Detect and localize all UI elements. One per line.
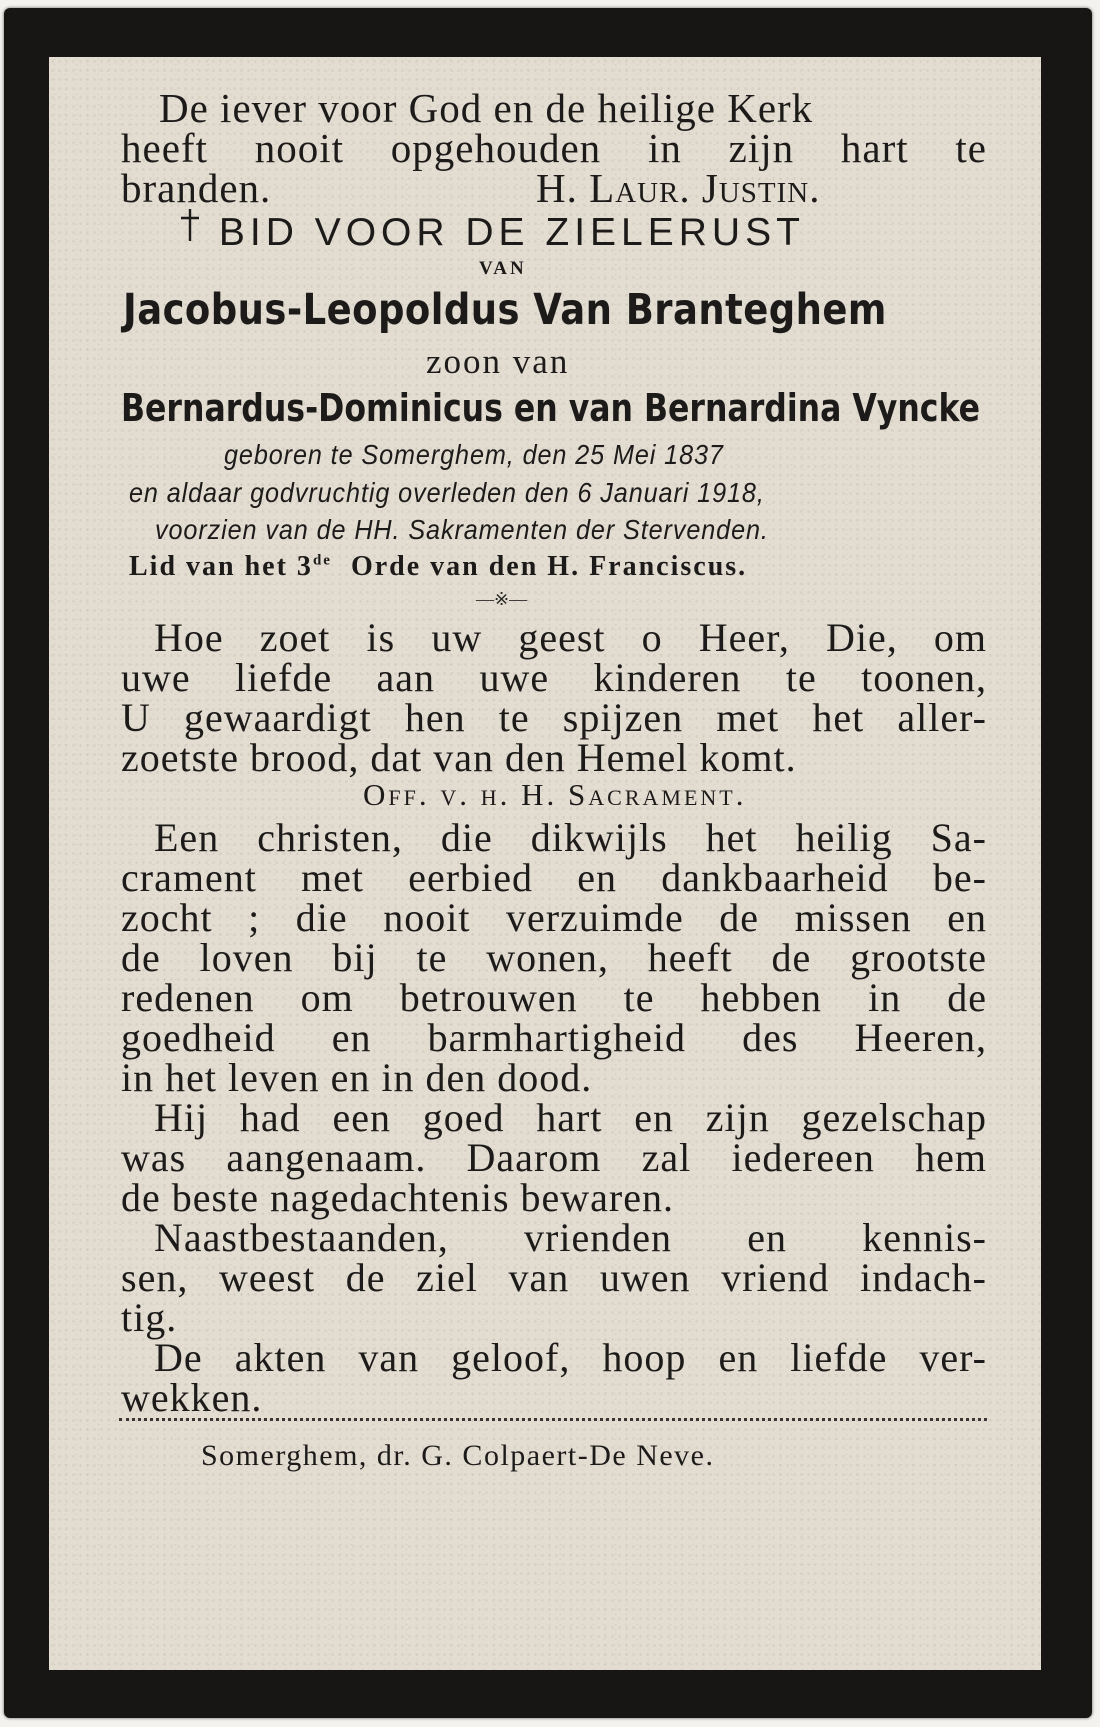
membership-line	[129, 551, 747, 583]
quote1-line-3: branden.	[121, 165, 272, 211]
relation-text: zoon van	[426, 342, 570, 381]
membership-prefix: Lid van het 3	[129, 551, 313, 582]
para4-line-2: wekken.	[121, 1375, 263, 1420]
para1-line-4: de loven bij te wonen, heeft de grootste	[121, 935, 987, 980]
para1-line-3: zocht ; die nooit verzuimde de missen en	[121, 895, 987, 940]
quote2-line-4: zoetste brood, dat van den Hemel komt.	[121, 735, 797, 780]
quote1-line-1: De iever voor God en de heilige Kerk	[159, 85, 814, 131]
prayer-text: BID VOOR DE ZIELERUST	[218, 211, 805, 254]
quote1-source: H. Laur. Justin.	[536, 165, 821, 211]
quote2-source: Off. v. h. H. Sacrament.	[363, 777, 747, 812]
deceased-name: Jacobus-Leopoldus Van Branteghem	[123, 285, 887, 335]
quote2-line-2: uwe liefde aan uwe kinderen te toonen,	[121, 655, 987, 700]
parents-names: Bernardus-Dominicus en van Bernardina Vyncke	[121, 386, 980, 430]
quote1-line-2: heeft nooit opgehouden in zijn hart te	[121, 125, 987, 171]
van-label: VAN	[479, 258, 527, 279]
para2-line-1: Hij had een goed hart en zijn gezelschap	[154, 1095, 987, 1140]
memorial-card	[4, 8, 1092, 1718]
para3-line-2: sen, weest de ziel van uwen vriend indach-	[121, 1255, 987, 1300]
dotted-divider	[119, 1418, 987, 1421]
ornament: —※—	[476, 589, 528, 609]
prayer-heading	[179, 209, 805, 255]
card-paper	[49, 57, 1041, 1670]
para3-line-3: tig.	[121, 1295, 178, 1340]
membership-superscript: de	[312, 552, 332, 569]
para1-line-6: goedheid en barmhartigheid des Heeren,	[121, 1015, 987, 1060]
para1-line-7: in het leven en in den dood.	[121, 1055, 593, 1100]
quote2-line-3: U gewaardigt hen te spijzen met het aller-	[121, 695, 987, 740]
printer-imprint: Somerghem, dr. G. Colpaert-De Neve.	[201, 1439, 715, 1472]
membership-suffix: Orde van den H. Franciscus.	[350, 551, 748, 582]
para1-line-2: crament met eerbied en dankbaarheid be-	[121, 855, 987, 900]
para2-line-3: de beste nagedachtenis bewaren.	[121, 1175, 674, 1220]
birth-line: geboren te Somerghem, den 25 Mei 1837	[224, 439, 724, 470]
para3-line-1: Naastbestaanden, vrienden en kennis-	[154, 1215, 987, 1260]
sacraments-line: voorzien van de HH. Sakramenten der Stervenden.	[155, 514, 769, 545]
para1-line-1: Een christen, die dikwijls het heilig Sa-	[154, 815, 987, 860]
quote2-line-1: Hoe zoet is uw geest o Heer, Die, om	[154, 615, 987, 660]
cross-icon	[179, 207, 203, 253]
para1-line-5: redenen om betrouwen te hebben in de	[121, 975, 987, 1020]
para4-line-1: De akten van geloof, hoop en liefde ver-	[154, 1335, 987, 1380]
death-line: en aldaar godvruchtig overleden den 6 Januari 1918,	[129, 477, 765, 508]
para2-line-2: was aangenaam. Daarom zal iedereen hem	[121, 1135, 987, 1180]
